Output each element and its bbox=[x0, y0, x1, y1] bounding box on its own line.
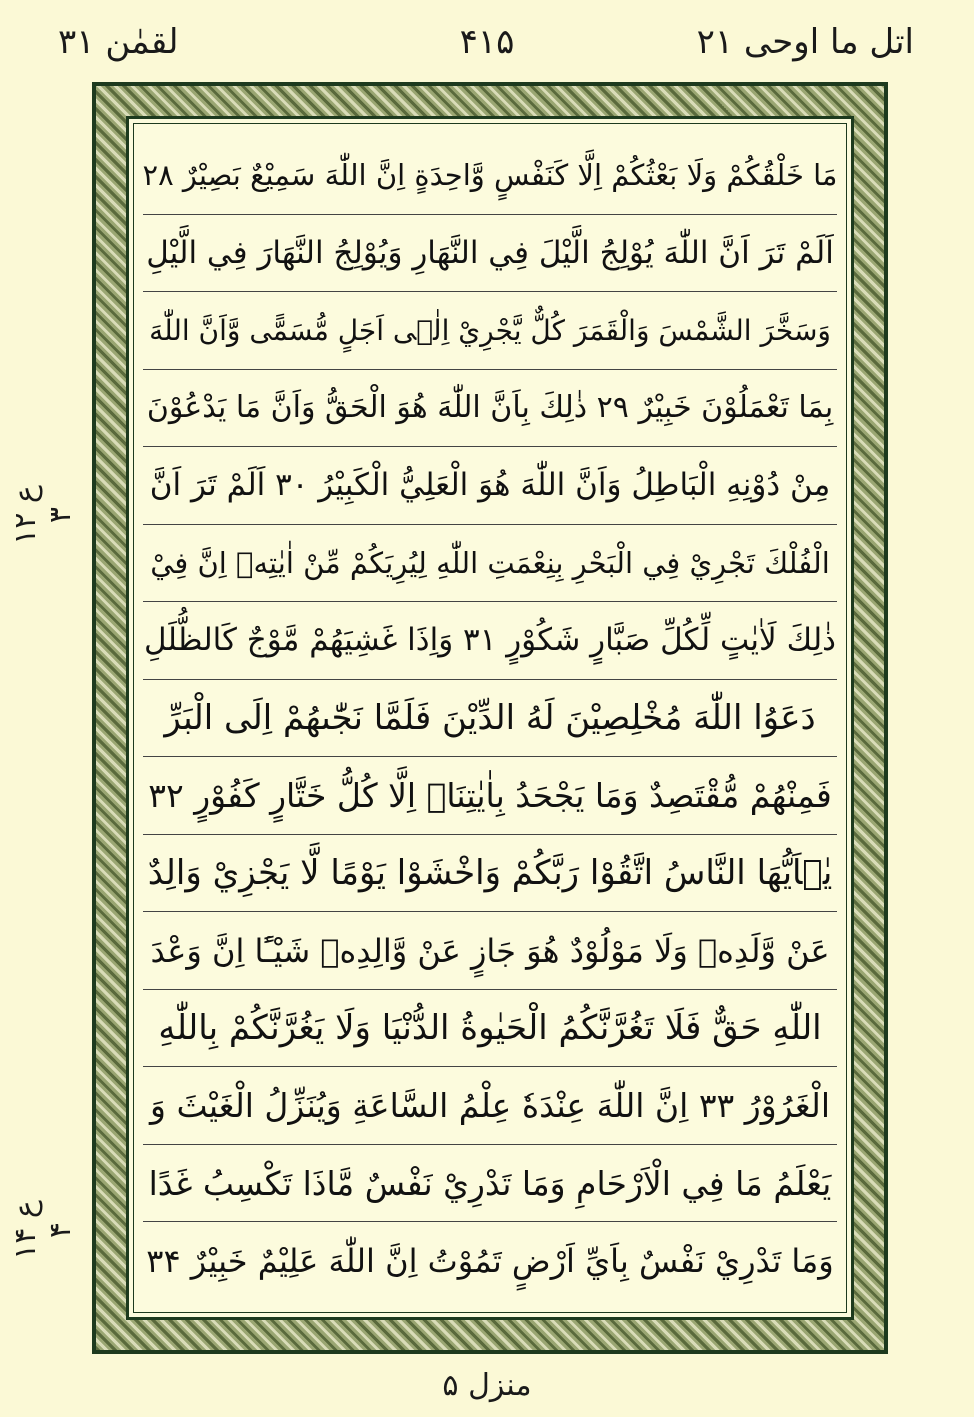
ruku-marker: ع ۱۴ ۴ bbox=[8, 1200, 78, 1260]
verse-line: الْغَرُوْرُ ۳۳ اِنَّ اللّٰهَ عِنْدَهٗ عِلْمُ السَّاعَةِ وَيُنَزِّلُ الْغَيْثَ وَ bbox=[143, 1067, 837, 1145]
verse-line: الْفُلْكَ تَجْرِيْ فِي الْبَحْرِ بِنِعْمَتِ اللّٰهِ لِيُرِيَكُمْ مِّنْ اٰيٰتِهٖ اِنَّ فِيْ bbox=[143, 525, 837, 603]
verse-line: يٰۤاَيُّهَا النَّاسُ اتَّقُوْا رَبَّكُمْ وَاخْشَوْا يَوْمًا لَّا يَجْزِيْ وَالِدٌ bbox=[143, 835, 837, 913]
ruku-marker: ع ۱۲ ۳ bbox=[8, 485, 78, 545]
manzil-footer: منزل ۵ bbox=[442, 1368, 532, 1403]
verse-line: ذٰلِكَ لَاٰيٰتٍ لِّكُلِّ صَبَّارٍ شَكُوْرٍ ۳۱ وَاِذَا غَشِيَهُمْ مَّوْجٌ كَالظُّلَلِ bbox=[143, 602, 837, 680]
verse-line: اللّٰهِ حَقٌّ فَلَا تَغُرَّنَّكُمُ الْحَيٰوةُ الدُّنْيَا وَلَا يَغُرَّنَّكُمْ بِاللّٰهِ bbox=[143, 990, 837, 1068]
verse-line: مِنْ دُوْنِهِ الْبَاطِلُ وَاَنَّ اللّٰهَ هُوَ الْعَلِيُّ الْكَبِيْرُ ۳۰ اَلَمْ تَرَ اَنَّ bbox=[143, 447, 837, 525]
verse-line: عَنْ وَّلَدِهٖ وَلَا مَوْلُوْدٌ هُوَ جَازٍ عَنْ وَّالِدِهٖ شَيْـًٔا اِنَّ وَعْدَ bbox=[143, 912, 837, 990]
text-panel bbox=[126, 116, 854, 1320]
verse-line: دَعَوُا اللّٰهَ مُخْلِصِيْنَ لَهُ الدِّيْنَ فَلَمَّا نَجّٰىهُمْ اِلَى الْبَرِّ bbox=[143, 680, 837, 758]
juz-title: اتل ما اوحی ۲۱ bbox=[696, 22, 914, 62]
verse-line: وَمَا تَدْرِيْ نَفْسٌ بِاَيِّ اَرْضٍ تَمُوْتُ اِنَّ اللّٰهَ عَلِيْمٌ خَبِيْرٌ ۳۴ bbox=[146, 1241, 834, 1280]
verse-line: وَسَخَّرَ الشَّمْسَ وَالْقَمَرَ كُلٌّ يَّجْرِيْ اِلٰۤى اَجَلٍ مُّسَمًّى وَّاَنَّ اللّٰهَ bbox=[143, 292, 837, 370]
verse-line: يَعْلَمُ مَا فِي الْاَرْحَامِ وَمَا تَدْرِيْ نَفْسٌ مَّاذَا تَكْسِبُ غَدًا bbox=[143, 1145, 837, 1223]
surah-title: لقمٰن ۳۱ bbox=[58, 22, 179, 62]
ornamental-border bbox=[92, 82, 888, 1354]
verse-line: فَمِنْهُمْ مُّقْتَصِدٌ وَمَا يَجْحَدُ بِاٰيٰتِنَاۤ اِلَّا كُلُّ خَتَّارٍ كَفُوْرٍ ۳۲ bbox=[143, 757, 837, 835]
verse-line: بِمَا تَعْمَلُوْنَ خَبِيْرٌ ۲۹ ذٰلِكَ بِاَنَّ اللّٰهَ هُوَ الْحَقُّ وَاَنَّ مَا يَدْعُوْنَ bbox=[143, 370, 837, 448]
page-number: ۴۱۵ bbox=[459, 22, 515, 62]
verse-lines bbox=[143, 137, 837, 1299]
verse-line: اَلَمْ تَرَ اَنَّ اللّٰهَ يُوْلِجُ الَّيْلَ فِي النَّهَارِ وَيُوْلِجُ النَّهَارَ فِي الَّيْلِ bbox=[143, 215, 837, 293]
verse-line: مَا خَلْقُكُمْ وَلَا بَعْثُكُمْ اِلَّا كَنَفْسٍ وَّاحِدَةٍ اِنَّ اللّٰهَ سَمِيْعٌ بَصِيْرٌ ۲۸ bbox=[143, 137, 837, 215]
